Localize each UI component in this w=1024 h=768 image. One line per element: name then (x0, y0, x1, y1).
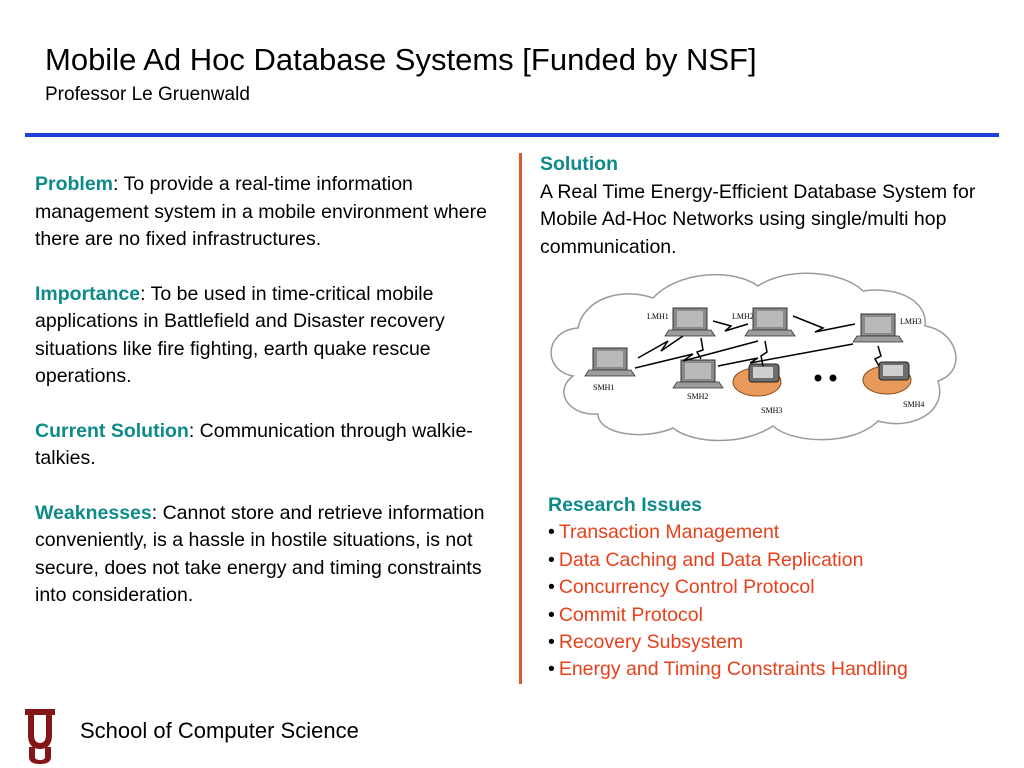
ellipsis-dot (815, 375, 822, 382)
current-solution-text: : Communication through walkie-talkies. (35, 419, 473, 469)
research-issues (548, 492, 1008, 684)
research-item (548, 547, 1008, 574)
label-lmh1: LMH1 (647, 312, 669, 321)
research-item-text: Commit Protocol (558, 603, 703, 626)
laptop-icon-lmh1 (665, 308, 715, 336)
research-item (548, 656, 1008, 683)
label-smh2: SMH2 (687, 392, 709, 401)
weaknesses-text: : Cannot store and retrieve information conveniently, is a hassle in hostile situations, is not secure, does not take energy and timing constraints into consideration. (35, 501, 485, 606)
research-item-text: Transaction Management (558, 521, 780, 544)
research-item (548, 602, 1008, 629)
research-item-text: Recovery Subsystem (558, 631, 744, 654)
weaknesses-label: Weaknesses (35, 501, 152, 524)
label-smh4: SMH4 (903, 400, 925, 409)
label-smh3: SMH3 (761, 406, 783, 415)
research-item-text: Data Caching and Data Replication (558, 548, 864, 571)
problem-text: : To provide a real-time information management system in a mobile environment where there are no fixed infrastructures. (35, 173, 487, 250)
ellipsis-dot (830, 375, 837, 382)
research-item (548, 574, 1008, 601)
slide-title: Mobile Ad Hoc Database Systems [Funded by NSF] (45, 42, 757, 77)
solution-heading: Solution (540, 153, 618, 175)
left-column (35, 171, 505, 637)
bullet-icon: • (548, 658, 555, 681)
current-solution-paragraph (35, 418, 505, 473)
label-smh1: SMH1 (593, 383, 615, 392)
solution-text: A Real Time Energy-Efficient Database System for Mobile Ad-Hoc Networks using single/multi hop communication. (540, 180, 976, 258)
label-lmh3: LMH3 (900, 317, 922, 326)
label-lmh2: LMH2 (732, 312, 754, 321)
research-item-text: Energy and Timing Constraints Handling (558, 658, 908, 681)
research-item (548, 519, 1008, 546)
research-item-text: Concurrency Control Protocol (558, 576, 815, 599)
laptop-icon-smh1 (585, 348, 635, 376)
slide-subtitle: Professor Le Gruenwald (45, 84, 250, 105)
importance-paragraph (35, 281, 505, 391)
problem-paragraph (35, 171, 505, 254)
laptop-icon-lmh3 (853, 314, 903, 342)
research-item (548, 629, 1008, 656)
bullet-icon: • (548, 603, 555, 626)
bullet-icon: • (548, 548, 555, 571)
research-heading: Research Issues (548, 494, 702, 516)
header-divider (25, 133, 999, 137)
ou-logo-icon (17, 705, 63, 765)
bullet-icon: • (548, 631, 555, 654)
importance-label: Importance (35, 282, 141, 305)
bullet-icon: • (548, 521, 555, 544)
column-divider (519, 153, 522, 684)
problem-label: Problem (35, 173, 114, 195)
weaknesses-paragraph (35, 500, 505, 610)
research-list (548, 519, 1008, 683)
current-solution-label: Current Solution (35, 419, 189, 442)
bullet-icon: • (548, 576, 555, 599)
importance-text: : To be used in time-critical mobile applications in Battlefield and Disaster recovery situations like fire fighting, earth quake rescue operations. (35, 282, 445, 387)
footer-school: School of Computer Science (80, 718, 359, 743)
laptop-icon-smh2 (673, 360, 723, 388)
solution-block (540, 151, 1000, 261)
network-diagram (543, 266, 965, 442)
